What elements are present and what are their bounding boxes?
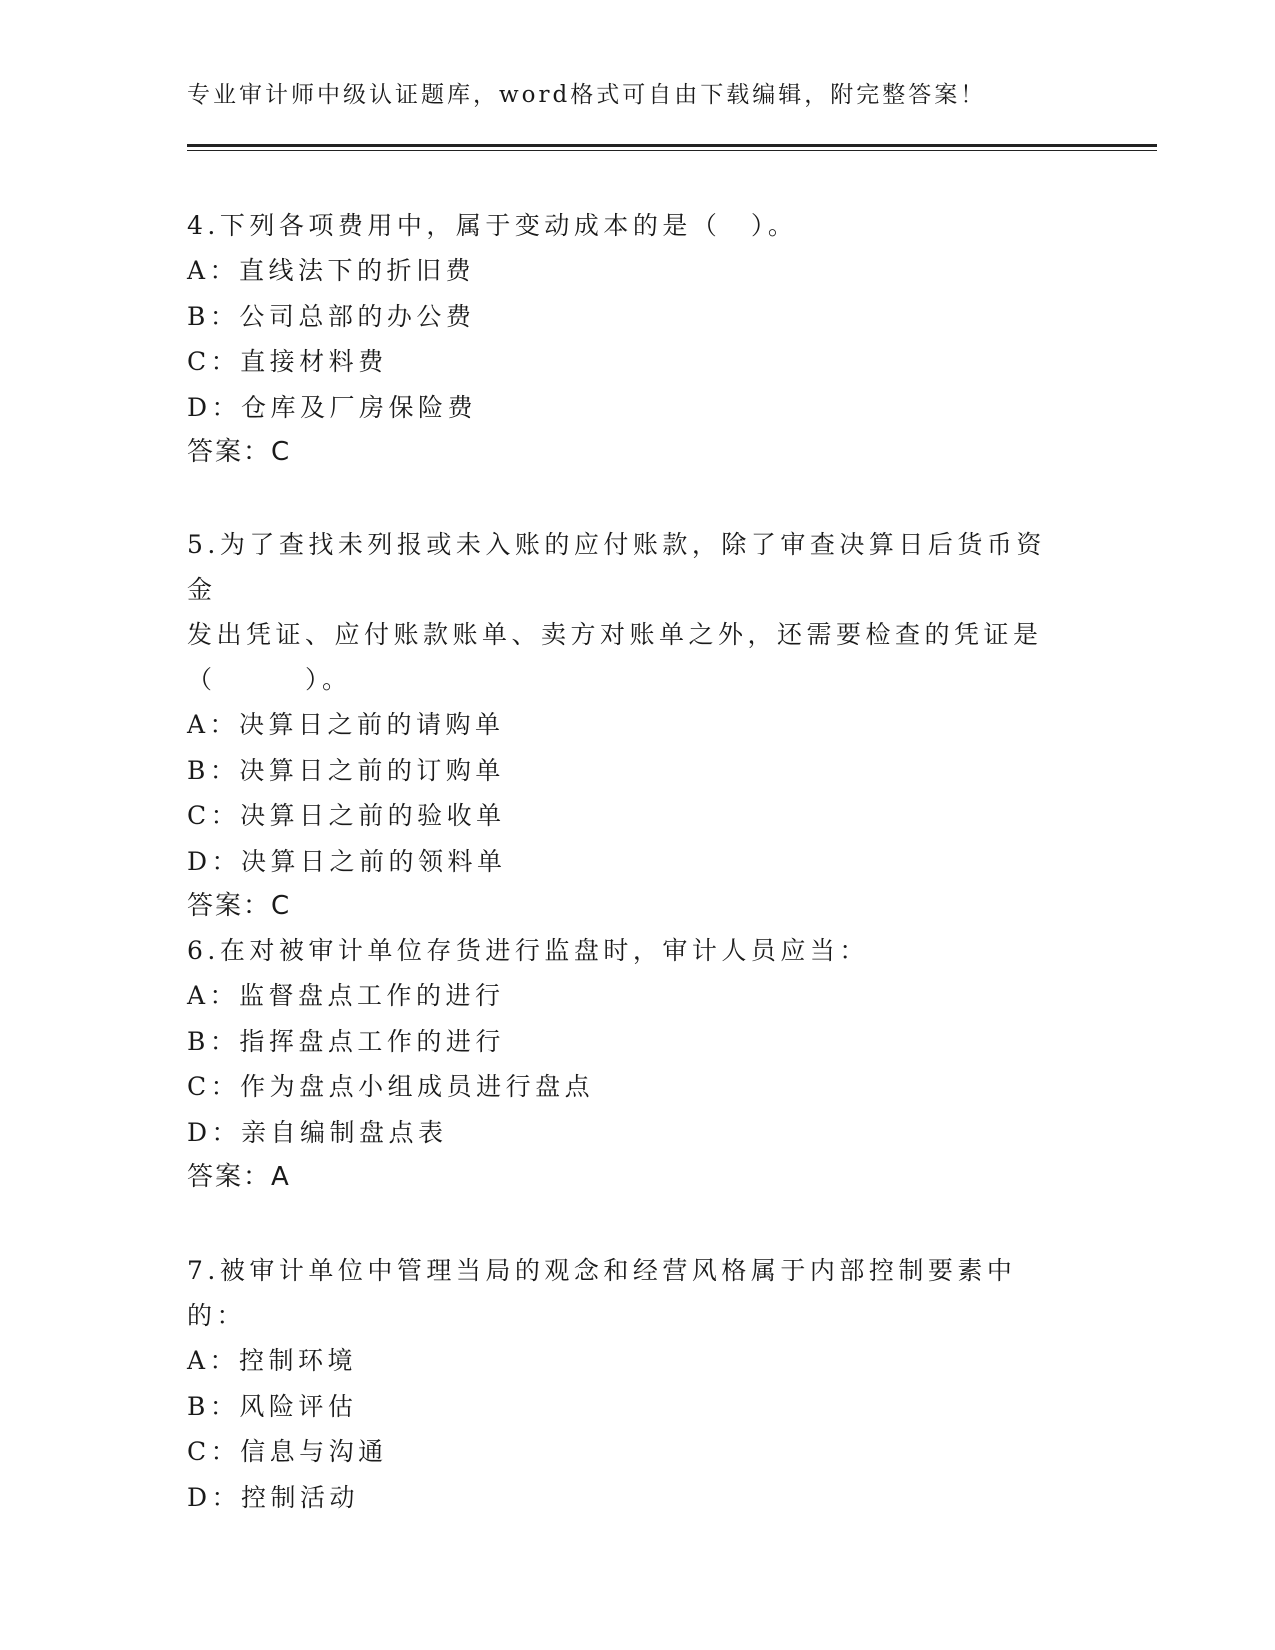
option-d: D：亲自编制盘点表: [187, 1117, 448, 1147]
option-d: D：决算日之前的领料单: [187, 846, 507, 876]
question-stem: 7.被审计单位中管理当局的观念和经营风格属于内部控制要素中的：: [187, 1256, 1017, 1330]
option-a: A：直线法下的折旧费: [187, 256, 476, 285]
question-4: [187, 203, 1067, 476]
option-c: C：决算日之前的验收单: [187, 801, 506, 830]
option-c: C：直接材料费: [187, 347, 388, 376]
option-b: B：指挥盘点工作的进行: [187, 1026, 505, 1056]
header-divider: [187, 144, 1157, 151]
question-stem: 6.在对被审计单位存货进行监盘时，审计人员应当：: [187, 936, 869, 965]
option-c: C：信息与沟通: [187, 1437, 388, 1466]
option-b: B：公司总部的办公费: [187, 301, 476, 331]
question-6: [187, 928, 1067, 1201]
answer: 答案：A: [187, 1162, 291, 1192]
question-7: [187, 1248, 1067, 1520]
answer: 答案：C: [187, 891, 292, 921]
option-a: A：控制环境: [187, 1346, 358, 1375]
option-c: C：作为盘点小组成员进行盘点: [187, 1072, 595, 1101]
question-stem-line-2: 发出凭证、应付账款账单、卖方对账单之外，还需要检查的凭证是: [187, 620, 1043, 649]
answer: 答案：C: [187, 437, 292, 467]
option-a: A：决算日之前的请购单: [187, 710, 505, 739]
question-stem-line-3: （ ）。: [187, 665, 352, 694]
option-d: D：控制活动: [187, 1482, 360, 1512]
option-d: D：仓库及厂房保险费: [187, 392, 478, 422]
question-5: [187, 522, 1067, 930]
question-stem: 4.下列各项费用中，属于变动成本的是（ ）。: [187, 211, 798, 240]
question-stem-line-1: 5.为了查找未列报或未入账的应付账款，除了审查决算日后货币资金: [187, 530, 1046, 604]
option-b: B：决算日之前的订购单: [187, 755, 505, 785]
option-b: B：风险评估: [187, 1391, 358, 1421]
page-header: 专业审计师中级认证题库，word格式可自由下载编辑，附完整答案！: [187, 82, 987, 108]
option-a: A：监督盘点工作的进行: [187, 981, 505, 1010]
